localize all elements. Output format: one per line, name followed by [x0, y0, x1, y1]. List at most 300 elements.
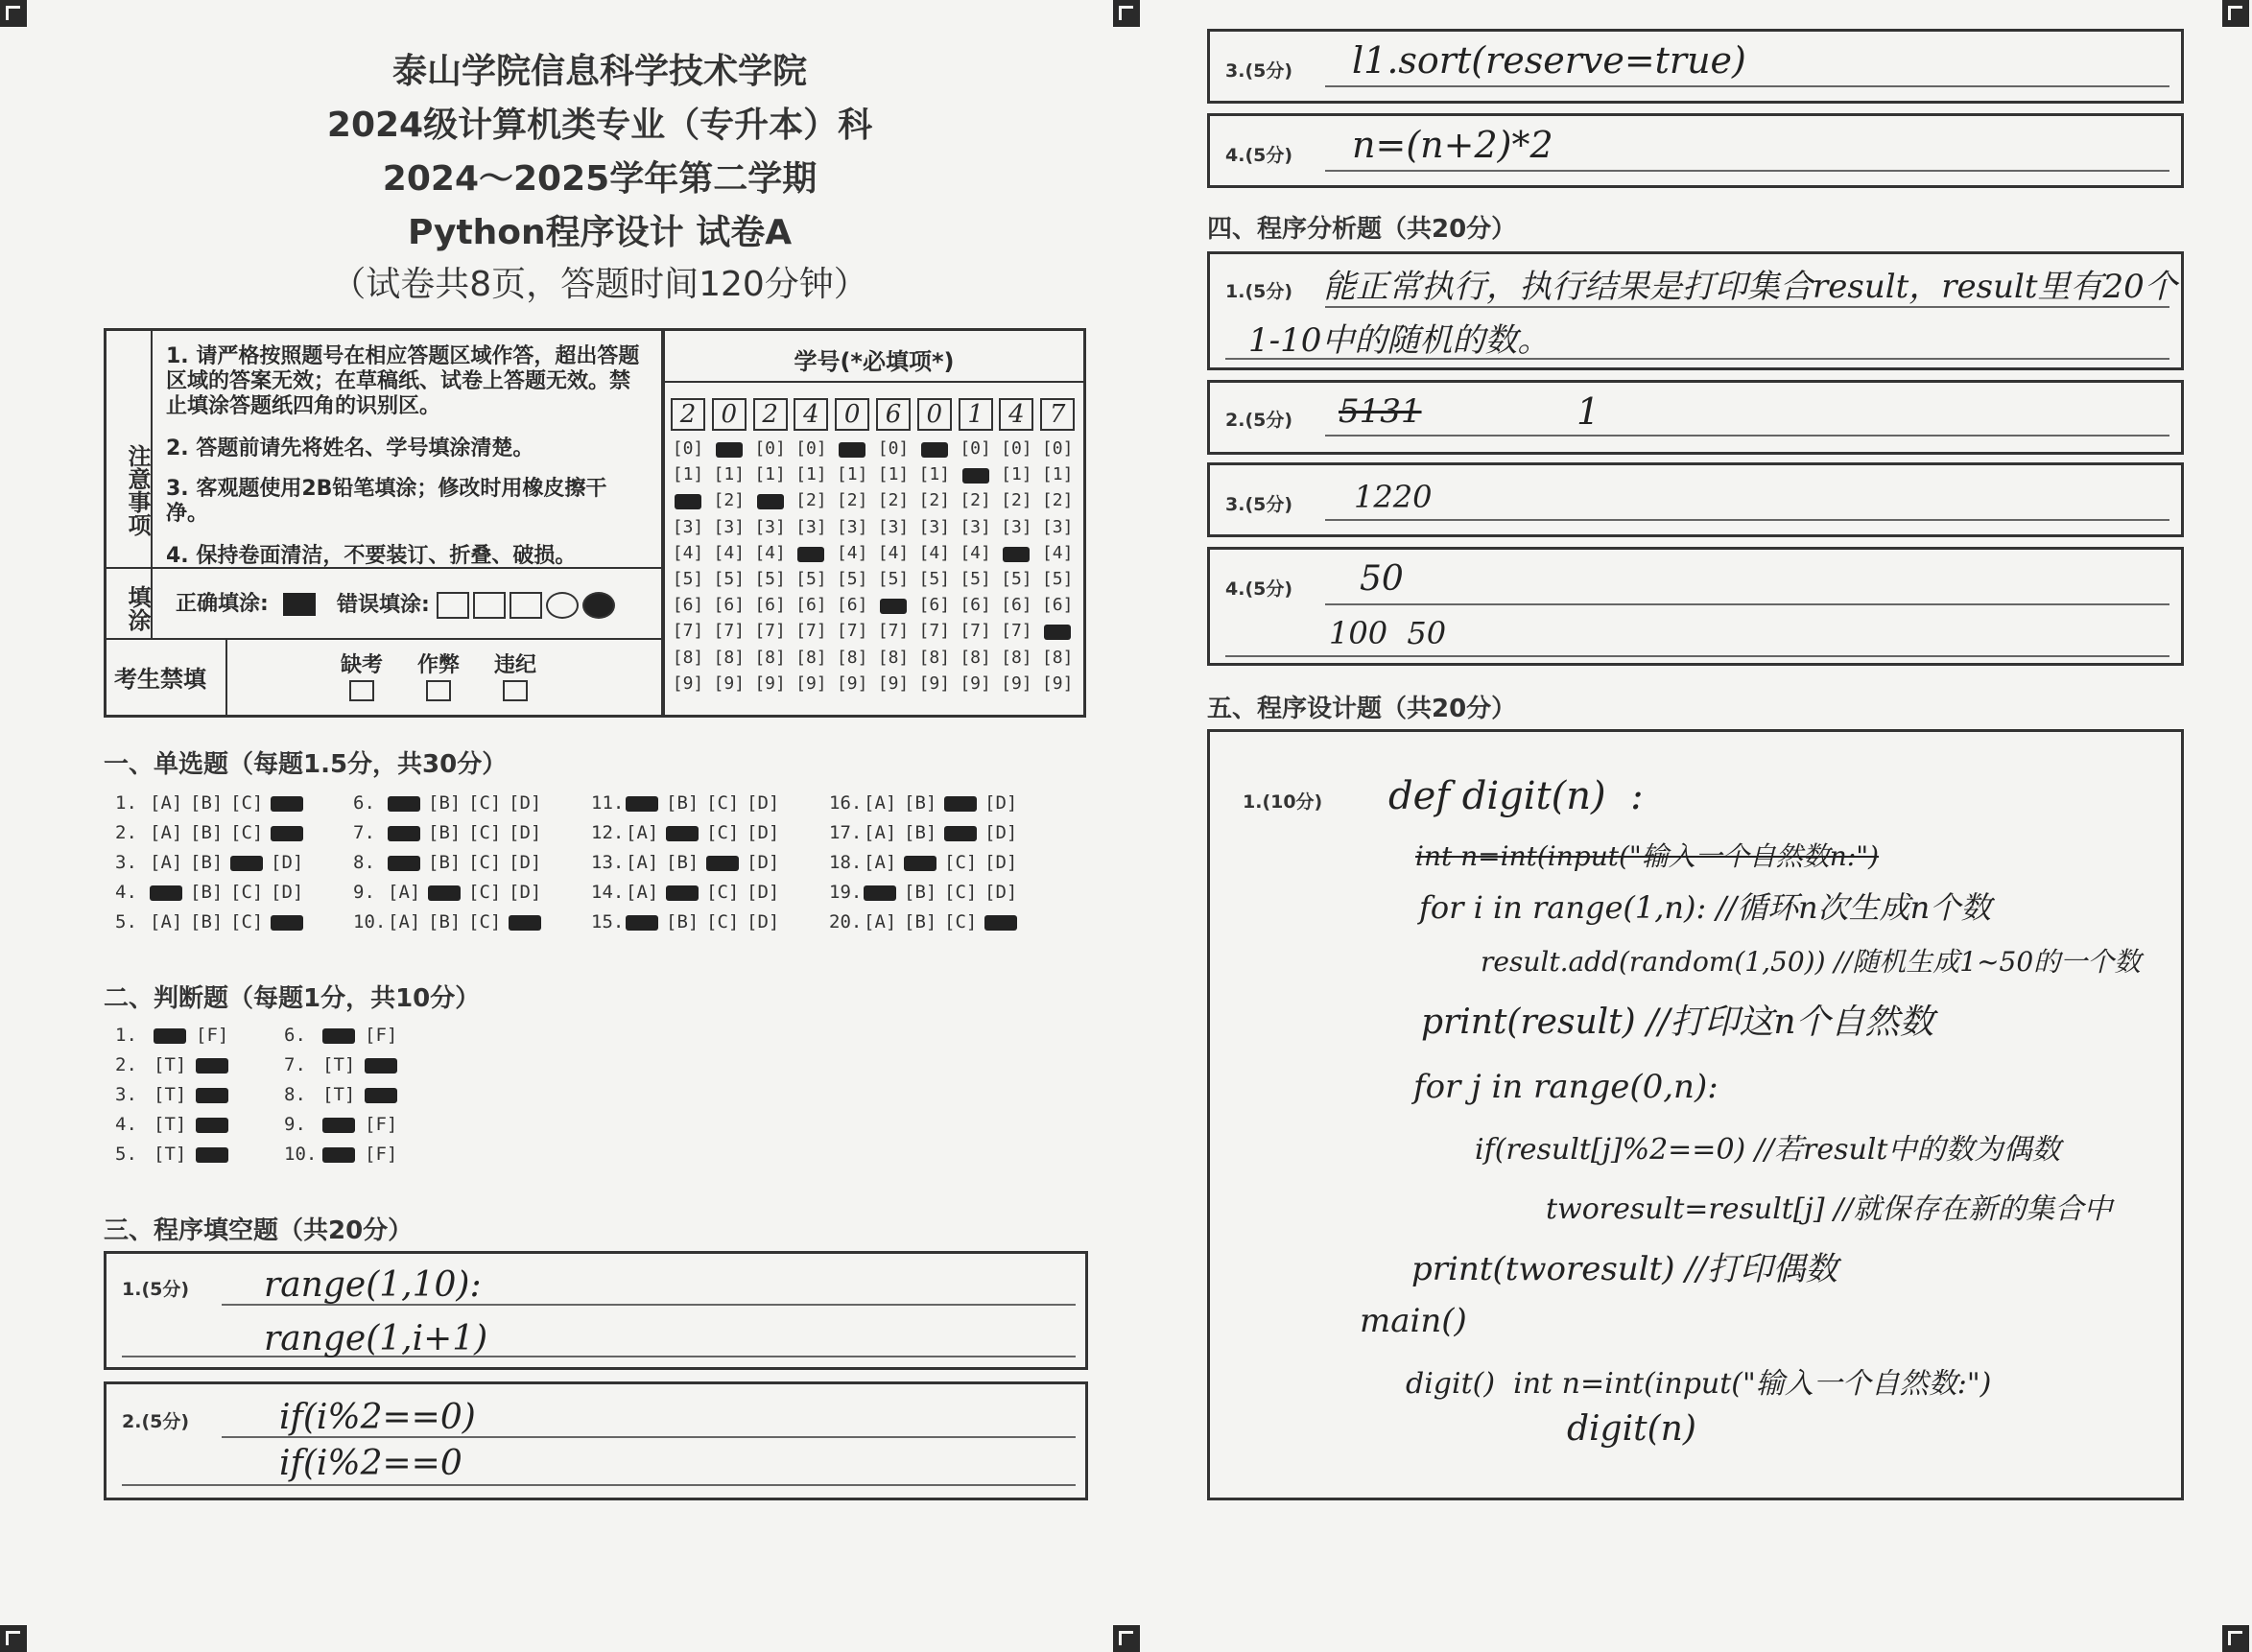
id-bubble-col8-2[interactable]: [2]	[960, 490, 991, 511]
student-id-digit-7[interactable]: 0	[917, 398, 952, 431]
correct-fill-example	[283, 593, 316, 616]
mc-option-8-B[interactable]: [B]	[428, 852, 462, 873]
mc-question-2: 2.	[115, 822, 137, 843]
fill-answer-4-line-1: n=(n+2)*2	[1352, 124, 1553, 166]
forbid-cheat: 作弊	[410, 653, 467, 703]
mc-option-13-A[interactable]: [A]	[626, 852, 659, 873]
student-id-digit-5[interactable]: 0	[835, 398, 869, 431]
id-bubble-col2-1[interactable]: [1]	[713, 464, 746, 485]
tf-option-6-F[interactable]: [F]	[365, 1025, 398, 1046]
registration-mark-top-right	[2222, 0, 2249, 27]
id-bubble-col3-6[interactable]: [6]	[754, 595, 786, 616]
id-bubble-col10-0[interactable]: [0]	[1041, 438, 1074, 459]
mc-option-3-D[interactable]: [D]	[271, 852, 304, 873]
section-4-title: 四、程序分析题（共20分）	[1207, 215, 1517, 244]
id-bubble-col1-5[interactable]: [5]	[672, 569, 704, 589]
mc-option-17-D[interactable]: [D]	[984, 822, 1018, 843]
id-bubble-col4-7[interactable]: [7]	[795, 621, 827, 642]
id-bubble-col1-8[interactable]: [8]	[672, 647, 704, 668]
id-bubble-col5-8[interactable]: [8]	[836, 647, 868, 668]
id-bubble-col7-2[interactable]: [2]	[918, 490, 951, 511]
cheat-checkbox[interactable]	[426, 680, 451, 701]
design-line-8: tworesult=result[j] //就保存在新的集合中	[1546, 1192, 2113, 1226]
id-bubble-col7-9[interactable]: [9]	[918, 673, 951, 694]
tf-question-3: 3.	[115, 1084, 137, 1105]
analysis-answer-4[interactable]	[1207, 547, 2184, 666]
id-bubble-col7-7[interactable]: [7]	[918, 621, 951, 642]
tf-option-9-T[interactable]	[322, 1114, 355, 1135]
id-bubble-col5-3[interactable]: [3]	[836, 516, 868, 537]
mc-option-13-B[interactable]: [B]	[666, 852, 699, 873]
tf-option-5-T[interactable]: [T]	[154, 1144, 187, 1165]
analysis-answer-1-label: 1.(5分)	[1225, 281, 1293, 302]
mc-option-2-D[interactable]	[271, 822, 303, 843]
mc-option-12-C[interactable]: [C]	[706, 822, 740, 843]
mc-option-8-C[interactable]: [C]	[468, 852, 502, 873]
mc-option-19-A[interactable]	[864, 882, 896, 903]
id-bubble-col2-5[interactable]: [5]	[713, 569, 746, 589]
id-bubble-col2-7[interactable]: [7]	[713, 621, 746, 642]
student-id-panel	[662, 328, 1086, 718]
analysis-answer-2-label: 2.(5分)	[1225, 410, 1293, 431]
forbid-violation: 违纪	[486, 653, 544, 703]
id-bubble-col6-7[interactable]: [7]	[877, 621, 910, 642]
registration-mark-bottom-right	[2222, 1625, 2249, 1652]
tf-option-4-F[interactable]	[196, 1114, 228, 1135]
mc-option-9-A[interactable]: [A]	[388, 882, 421, 903]
notice-item-3: 3. 客观题使用2B铅笔填涂；修改时用橡皮擦干净。	[166, 477, 607, 526]
id-bubble-col10-9[interactable]: [9]	[1041, 673, 1074, 694]
mc-question-17: 17.	[829, 822, 863, 843]
mc-option-15-C[interactable]: [C]	[706, 911, 740, 932]
mc-option-1-D[interactable]	[271, 792, 303, 814]
id-bubble-col4-0[interactable]: [0]	[795, 438, 827, 459]
exam-title: Python程序设计 试卷A	[407, 213, 793, 252]
id-bubble-col1-6[interactable]: [6]	[672, 595, 704, 616]
mc-option-18-C[interactable]: [C]	[944, 852, 978, 873]
mc-option-14-B[interactable]	[666, 882, 699, 903]
id-bubble-col7-4[interactable]: [4]	[918, 542, 951, 563]
id-bubble-col5-6[interactable]: [6]	[836, 595, 868, 616]
analysis-answer-3-label: 3.(5分)	[1225, 494, 1293, 515]
mc-option-19-B[interactable]: [B]	[904, 882, 937, 903]
id-bubble-col1-9[interactable]: [9]	[672, 673, 704, 694]
id-bubble-col4-6[interactable]: [6]	[795, 595, 827, 616]
mc-option-13-C[interactable]	[706, 852, 739, 873]
violation-checkbox[interactable]	[503, 680, 528, 701]
fill-label: 填涂	[107, 569, 153, 638]
id-bubble-col3-8[interactable]: [8]	[754, 647, 786, 668]
mc-option-6-B[interactable]: [B]	[428, 792, 462, 814]
student-id-digit-1[interactable]: 2	[671, 398, 705, 431]
id-bubble-col3-0[interactable]: [0]	[754, 438, 786, 459]
id-bubble-col1-3[interactable]: [3]	[672, 516, 704, 537]
registration-mark-bottom-left	[0, 1625, 27, 1652]
id-bubble-col8-3[interactable]: [3]	[960, 516, 991, 537]
fill-answer-1-label: 1.(5分)	[122, 1279, 190, 1300]
student-id-digit-2[interactable]: 0	[712, 398, 747, 431]
id-bubble-col10-2[interactable]: [2]	[1041, 490, 1074, 511]
mc-option-1-C[interactable]: [C]	[230, 792, 264, 814]
id-bubble-col1-4[interactable]: [4]	[672, 542, 704, 563]
id-bubble-col9-9[interactable]: [9]	[1001, 673, 1032, 694]
mc-option-7-B[interactable]: [B]	[428, 822, 462, 843]
fill-answer-1[interactable]	[104, 1251, 1088, 1370]
design-line-1: def digit(n) :	[1388, 774, 1644, 818]
fill-answer-1-line-2: range(1,i+1)	[264, 1319, 488, 1358]
id-bubble-col10-6[interactable]: [6]	[1041, 595, 1074, 616]
mc-option-1-B[interactable]: [B]	[190, 792, 224, 814]
mc-option-13-D[interactable]: [D]	[747, 852, 780, 873]
mc-option-20-A[interactable]: [A]	[864, 911, 897, 932]
mc-option-3-C[interactable]	[230, 852, 263, 873]
mc-option-12-B[interactable]	[666, 822, 699, 843]
id-bubble-col8-9[interactable]: [9]	[960, 673, 991, 694]
tf-question-2: 2.	[115, 1054, 137, 1075]
id-bubble-col4-5[interactable]: [5]	[795, 569, 827, 589]
id-bubble-col9-0[interactable]: [0]	[1001, 438, 1032, 459]
notice-panel	[104, 328, 664, 718]
mc-option-7-A[interactable]	[388, 822, 420, 843]
mc-option-17-B[interactable]: [B]	[904, 822, 937, 843]
id-bubble-col1-1[interactable]: [1]	[672, 464, 704, 485]
id-bubble-col4-3[interactable]: [3]	[795, 516, 827, 537]
id-bubble-col1-7[interactable]: [7]	[672, 621, 704, 642]
analysis-answer-3-line-1: 1220	[1354, 479, 1433, 515]
id-bubble-col6-6[interactable]	[876, 595, 911, 615]
section-5-title: 五、程序设计题（共20分）	[1207, 695, 1517, 723]
tf-option-2-F[interactable]	[196, 1054, 228, 1075]
id-bubble-col6-3[interactable]: [3]	[877, 516, 910, 537]
id-bubble-col1-0[interactable]: [0]	[672, 438, 704, 459]
student-id-digit-8[interactable]: 1	[959, 398, 993, 431]
id-bubble-col3-4[interactable]: [4]	[754, 542, 786, 563]
tf-option-10-F[interactable]: [F]	[365, 1144, 398, 1165]
id-bubble-col9-2[interactable]: [2]	[1001, 490, 1032, 511]
id-bubble-col5-7[interactable]: [7]	[836, 621, 868, 642]
mc-option-9-D[interactable]: [D]	[509, 882, 542, 903]
tf-option-9-F[interactable]: [F]	[365, 1114, 398, 1135]
id-bubble-col7-1[interactable]: [1]	[918, 464, 951, 485]
mc-option-6-C[interactable]: [C]	[468, 792, 502, 814]
tf-option-10-T[interactable]	[322, 1144, 355, 1165]
id-bubble-col4-2[interactable]: [2]	[795, 490, 827, 511]
registration-mark-bottom-middle	[1113, 1625, 1140, 1652]
mc-question-15: 15.	[591, 911, 625, 932]
id-bubble-col2-2[interactable]: [2]	[713, 490, 746, 511]
id-bubble-col10-1[interactable]: [1]	[1041, 464, 1074, 485]
id-bubble-col9-5[interactable]: [5]	[1001, 569, 1032, 589]
school-title: 泰山学院信息科学技术学院	[391, 52, 807, 91]
mc-option-11-B[interactable]: [B]	[666, 792, 699, 814]
tf-question-9: 9.	[284, 1114, 306, 1135]
forbid-label: 考生禁填	[114, 666, 206, 693]
id-bubble-col3-9[interactable]: [9]	[754, 673, 786, 694]
mc-option-4-C[interactable]: [C]	[230, 882, 264, 903]
mc-option-20-D[interactable]	[984, 911, 1017, 932]
id-bubble-col6-2[interactable]: [2]	[877, 490, 910, 511]
mc-question-18: 18.	[829, 852, 863, 873]
mc-option-12-A[interactable]: [A]	[626, 822, 659, 843]
fill-answer-2[interactable]	[104, 1381, 1088, 1500]
mc-option-10-B[interactable]: [B]	[428, 911, 462, 932]
design-answer-1[interactable]	[1207, 729, 2184, 1500]
analysis-answer-4-line-1: 50	[1360, 559, 1404, 599]
analysis-answer-3[interactable]	[1207, 462, 2184, 537]
section-1-title: 一、单选题（每题1.5分，共30分）	[104, 750, 508, 779]
mc-option-15-D[interactable]: [D]	[747, 911, 780, 932]
id-bubble-col2-4[interactable]: [4]	[713, 542, 746, 563]
mc-option-5-A[interactable]: [A]	[150, 911, 183, 932]
id-bubble-col9-3[interactable]: [3]	[1001, 516, 1032, 537]
fill-answer-4-label: 4.(5分)	[1225, 145, 1293, 166]
tf-option-1-F[interactable]: [F]	[196, 1025, 229, 1046]
mc-option-16-D[interactable]: [D]	[984, 792, 1018, 814]
id-bubble-col7-5[interactable]: [5]	[918, 569, 951, 589]
mc-option-15-B[interactable]: [B]	[666, 911, 699, 932]
correct-fill-text: 正确填涂:	[176, 592, 269, 616]
mc-option-2-C[interactable]: [C]	[230, 822, 264, 843]
mc-question-13: 13.	[591, 852, 625, 873]
tf-option-6-T[interactable]	[322, 1025, 355, 1046]
design-line-6: for j in range(0,n):	[1413, 1068, 1719, 1106]
tf-question-4: 4.	[115, 1114, 137, 1135]
mc-question-11: 11.	[591, 792, 625, 814]
mc-option-16-C[interactable]	[944, 792, 977, 814]
id-bubble-col4-9[interactable]: [9]	[795, 673, 827, 694]
id-bubble-col6-9[interactable]: [9]	[877, 673, 910, 694]
mc-option-14-D[interactable]: [D]	[747, 882, 780, 903]
tf-option-8-T[interactable]: [T]	[322, 1084, 356, 1105]
id-bubble-col10-5[interactable]: [5]	[1041, 569, 1074, 589]
mc-option-6-A[interactable]	[388, 792, 420, 814]
notice-item-1: 1. 请严格按照题号在相应答题区域作答，超出答题区域的答案无效；在草稿纸、试卷上答题无效。禁止填涂答题纸四角的识别区。	[166, 344, 640, 418]
tf-option-1-T[interactable]	[154, 1025, 186, 1046]
id-bubble-col9-4[interactable]	[999, 543, 1033, 563]
id-bubble-col4-1[interactable]: [1]	[795, 464, 827, 485]
mc-question-10: 10.	[353, 911, 387, 932]
mc-option-3-B[interactable]: [B]	[190, 852, 224, 873]
id-bubble-col1-2[interactable]	[671, 490, 705, 510]
analysis-answer-1[interactable]	[1207, 251, 2184, 370]
mc-option-8-A[interactable]	[388, 852, 420, 873]
tf-question-1: 1.	[115, 1025, 137, 1046]
mc-option-5-D[interactable]	[271, 911, 303, 932]
wrong-fill-example-2	[473, 592, 506, 619]
id-bubble-col5-0[interactable]	[835, 438, 869, 459]
mc-option-15-A[interactable]	[626, 911, 658, 932]
mc-option-16-B[interactable]: [B]	[904, 792, 937, 814]
mc-option-4-B[interactable]: [B]	[190, 882, 224, 903]
mc-question-6: 6.	[353, 792, 375, 814]
mc-option-1-A[interactable]: [A]	[150, 792, 183, 814]
tf-option-8-F[interactable]	[365, 1084, 397, 1105]
mc-question-7: 7.	[353, 822, 375, 843]
id-bubble-col2-9[interactable]: [9]	[713, 673, 746, 694]
mc-option-10-C[interactable]: [C]	[468, 911, 502, 932]
student-id-digit-9[interactable]: 4	[999, 398, 1033, 431]
tf-question-7: 7.	[284, 1054, 306, 1075]
id-bubble-col6-8[interactable]: [8]	[877, 647, 910, 668]
id-bubble-col4-8[interactable]: [8]	[795, 647, 827, 668]
analysis-answer-2[interactable]	[1207, 380, 2184, 455]
tf-option-4-T[interactable]: [T]	[154, 1114, 187, 1135]
analysis-answer-2-line-1: 5131	[1339, 392, 1422, 431]
student-id-digit-6[interactable]: 6	[876, 398, 911, 431]
id-bubble-col3-3[interactable]: [3]	[754, 516, 786, 537]
id-bubble-col6-4[interactable]: [4]	[877, 542, 910, 563]
id-bubble-col3-2[interactable]	[753, 490, 788, 510]
analysis-answer-2-line-2: 1	[1576, 390, 1600, 433]
id-bubble-col5-1[interactable]: [1]	[836, 464, 868, 485]
absent-checkbox[interactable]	[349, 680, 374, 701]
mc-option-19-C[interactable]: [C]	[944, 882, 978, 903]
wrong-fill-text: 错误填涂:	[337, 593, 430, 617]
id-bubble-col7-3[interactable]: [3]	[918, 516, 951, 537]
fill-answer-3[interactable]	[1207, 29, 2184, 104]
mc-question-20: 20.	[829, 911, 863, 932]
student-id-digit-4[interactable]: 4	[794, 398, 828, 431]
mc-option-4-A[interactable]	[150, 882, 182, 903]
fill-answer-1-line-1: range(1,10):	[264, 1265, 482, 1305]
design-line-11: digit() int n=int(input("输入一个自然数:")	[1406, 1367, 1992, 1401]
wrong-fill-example-1	[437, 592, 469, 619]
mc-question-14: 14.	[591, 882, 625, 903]
mc-question-3: 3.	[115, 852, 137, 873]
mc-option-18-D[interactable]: [D]	[984, 852, 1018, 873]
mc-option-16-A[interactable]: [A]	[864, 792, 897, 814]
mc-option-11-A[interactable]	[626, 792, 658, 814]
mc-option-9-B[interactable]	[428, 882, 461, 903]
design-line-4: result.add(random(1,50)) //随机生成1~50的一个数	[1481, 946, 2142, 978]
mc-option-9-C[interactable]: [C]	[468, 882, 502, 903]
tf-question-8: 8.	[284, 1084, 306, 1105]
mc-option-5-C[interactable]: [C]	[230, 911, 264, 932]
student-id-digit-3[interactable]: 2	[753, 398, 788, 431]
mc-option-5-B[interactable]: [B]	[190, 911, 224, 932]
id-bubble-col2-0[interactable]	[712, 438, 747, 459]
mc-option-20-C[interactable]: [C]	[944, 911, 978, 932]
id-bubble-col5-2[interactable]: [2]	[836, 490, 868, 511]
section-2-title: 二、判断题（每题1分，共10分）	[104, 984, 481, 1013]
tf-option-7-T[interactable]: [T]	[322, 1054, 356, 1075]
fill-answer-2-label: 2.(5分)	[122, 1411, 190, 1432]
mc-option-18-A[interactable]: [A]	[864, 852, 897, 873]
tf-option-3-T[interactable]: [T]	[154, 1084, 187, 1105]
student-id-digit-10[interactable]: 7	[1040, 398, 1075, 431]
id-bubble-col9-6[interactable]: [6]	[1001, 595, 1032, 616]
class-title: 2024级计算机类专业（专升本）科	[326, 106, 873, 145]
id-bubble-col8-6[interactable]: [6]	[960, 595, 991, 616]
mc-option-10-D[interactable]	[509, 911, 541, 932]
mc-option-8-D[interactable]: [D]	[509, 852, 542, 873]
id-bubble-col6-1[interactable]: [1]	[877, 464, 910, 485]
mc-question-8: 8.	[353, 852, 375, 873]
id-bubble-col10-4[interactable]: [4]	[1041, 542, 1074, 563]
registration-mark-top-left	[0, 0, 27, 27]
design-line-5: print(result) //打印这n个自然数	[1421, 1003, 1934, 1042]
id-bubble-col5-9[interactable]: [9]	[836, 673, 868, 694]
id-bubble-col8-1[interactable]	[959, 464, 993, 484]
fill-answer-4[interactable]	[1207, 113, 2184, 188]
id-bubble-col3-7[interactable]: [7]	[754, 621, 786, 642]
id-bubble-col7-0[interactable]	[917, 438, 952, 459]
mc-option-19-D[interactable]: [D]	[984, 882, 1018, 903]
tf-option-3-F[interactable]	[196, 1084, 228, 1105]
id-bubble-col8-4[interactable]: [4]	[960, 542, 991, 563]
mc-question-9: 9.	[353, 882, 375, 903]
id-bubble-col8-8[interactable]: [8]	[960, 647, 991, 668]
id-bubble-col3-1[interactable]: [1]	[754, 464, 786, 485]
id-bubble-col2-3[interactable]: [3]	[713, 516, 746, 537]
wrong-fill-example-5	[582, 592, 615, 619]
mc-question-16: 16.	[829, 792, 863, 814]
design-line-7: if(result[j]%2==0) //若result中的数为偶数	[1475, 1133, 2061, 1167]
mc-question-12: 12.	[591, 822, 625, 843]
mc-option-14-C[interactable]: [C]	[706, 882, 740, 903]
id-bubble-col2-8[interactable]: [8]	[713, 647, 746, 668]
id-bubble-col9-1[interactable]: [1]	[1001, 464, 1032, 485]
mc-option-14-A[interactable]: [A]	[626, 882, 659, 903]
id-bubble-col8-5[interactable]: [5]	[960, 569, 991, 589]
id-bubble-col3-5[interactable]: [5]	[754, 569, 786, 589]
id-bubble-col2-6[interactable]: [6]	[713, 595, 746, 616]
wrong-fill-label	[337, 592, 619, 619]
mc-option-6-D[interactable]: [D]	[509, 792, 542, 814]
mc-option-12-D[interactable]: [D]	[747, 822, 780, 843]
mc-option-18-B[interactable]	[904, 852, 936, 873]
mc-option-17-C[interactable]	[944, 822, 977, 843]
mc-option-2-B[interactable]: [B]	[190, 822, 224, 843]
design-line-10: main()	[1360, 1302, 1467, 1340]
id-bubble-col10-7[interactable]	[1040, 621, 1075, 641]
mc-option-7-D[interactable]: [D]	[509, 822, 542, 843]
id-bubble-col5-4[interactable]: [4]	[836, 542, 868, 563]
mc-option-4-D[interactable]: [D]	[271, 882, 304, 903]
id-bubble-col7-6[interactable]: [6]	[918, 595, 951, 616]
wrong-fill-example-3	[510, 592, 542, 619]
id-bubble-col7-8[interactable]: [8]	[918, 647, 951, 668]
mc-option-20-B[interactable]: [B]	[904, 911, 937, 932]
id-bubble-col6-5[interactable]: [5]	[877, 569, 910, 589]
mc-option-7-C[interactable]: [C]	[468, 822, 502, 843]
registration-mark-top-middle	[1113, 0, 1140, 27]
analysis-answer-4-label: 4.(5分)	[1225, 578, 1293, 600]
wrong-fill-example-4	[546, 592, 579, 619]
mc-option-2-A[interactable]: [A]	[150, 822, 183, 843]
id-bubble-col6-0[interactable]: [0]	[877, 438, 910, 459]
id-bubble-col9-7[interactable]: [7]	[1001, 621, 1032, 642]
id-bubble-col5-5[interactable]: [5]	[836, 569, 868, 589]
tf-option-2-T[interactable]: [T]	[154, 1054, 187, 1075]
id-bubble-col8-0[interactable]: [0]	[960, 438, 991, 459]
design-line-12: digit(n)	[1567, 1409, 1696, 1449]
design-line-9: print(tworesult) //打印偶数	[1411, 1250, 1838, 1288]
id-bubble-col4-4[interactable]	[794, 543, 828, 563]
mc-option-10-A[interactable]: [A]	[388, 911, 421, 932]
mc-option-11-D[interactable]: [D]	[747, 792, 780, 814]
mc-option-11-C[interactable]: [C]	[706, 792, 740, 814]
mc-option-3-A[interactable]: [A]	[150, 852, 183, 873]
id-bubble-col10-8[interactable]: [8]	[1041, 647, 1074, 668]
tf-option-5-F[interactable]	[196, 1144, 228, 1165]
id-bubble-col8-7[interactable]: [7]	[960, 621, 991, 642]
tf-option-7-F[interactable]	[365, 1054, 397, 1075]
mc-option-17-A[interactable]: [A]	[864, 822, 897, 843]
id-bubble-col9-8[interactable]: [8]	[1001, 647, 1032, 668]
id-bubble-col10-3[interactable]: [3]	[1041, 516, 1074, 537]
section-3-title: 三、程序填空题（共20分）	[104, 1216, 414, 1245]
